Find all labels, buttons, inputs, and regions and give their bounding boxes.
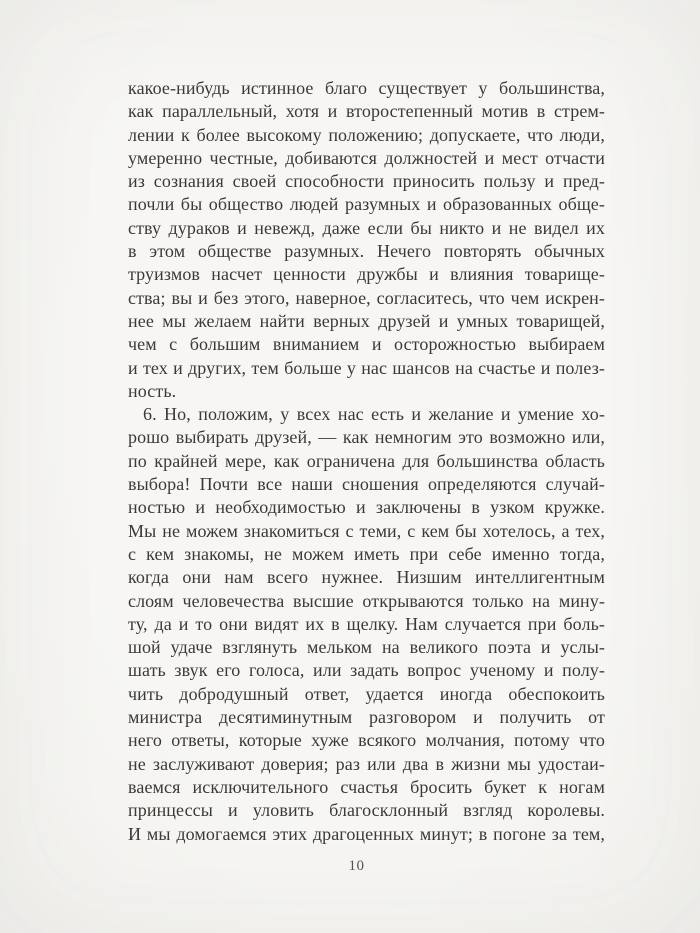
paragraph [128, 77, 605, 403]
text-line: Мы не можем знакомиться с теми, с кем бы хотелось, а тех, [128, 520, 605, 541]
text-line: ность. [128, 380, 177, 401]
text-line: в этом обществе разумных. Нечего повторять обычных [128, 241, 605, 262]
text-line: по крайней мере, как ограничена для большинства область [128, 450, 605, 471]
text-line: слоям человечества высшие открываются только на мину- [128, 590, 605, 611]
paragraph [128, 403, 605, 846]
text-line: ству дураков и невежд, даже если бы никто и не видел их [128, 217, 605, 238]
text-line: лении к более высокому положению; допускаете, что люди, [128, 124, 605, 145]
text-line: него ответы, которые хуже всякого молчания, потому что [128, 730, 605, 751]
text-line: принцессы и уловить благосклонный взгляд королевы. [128, 800, 605, 821]
text-line: нее мы желаем найти верных друзей и умных товарищей, [128, 310, 605, 331]
text-line: И мы домогаемся этих драгоценных минут; в погоне за тем, [128, 823, 605, 844]
text-line: когда они нам всего нужнее. Низшим интеллигентным [128, 567, 605, 588]
text-line: ства; вы и без этого, наверное, согласитесь, что чем искрен- [128, 287, 605, 308]
text-line: ваемся исключительного счастья бросить букет к ногам [128, 776, 605, 797]
text-line: 6. Но, положим, у всех нас есть и желание и умение хо- [143, 404, 605, 425]
text-line: какое-нибудь истинное благо существует у большинства, [128, 78, 605, 98]
text-line: почли бы общество людей разумных и образованных обще- [128, 194, 605, 215]
text-line: ностью и необходимостью и заключены в узком кружке. [128, 497, 605, 518]
page-number: 10 [348, 858, 365, 874]
text-line: и тех и других, тем больше у нас шансов на счастье и полез- [128, 357, 605, 378]
text-line: шать звук его голоса, или задать вопрос ученому и полу- [128, 660, 605, 681]
page-text [128, 77, 605, 846]
text-line: чем с большим вниманием и осторожностью выбираем [128, 334, 605, 355]
text-line: из сознания своей способности приносить пользу и пред- [128, 171, 605, 192]
text-line: не заслуживают доверия; раз или два в жизни мы удостаи- [128, 753, 605, 774]
text-line: труизмов насчет ценности дружбы и влияния товарище- [128, 264, 605, 285]
text-line: рошо выбирать друзей, — как немногим это возможно или, [128, 427, 605, 448]
text-line: ту, да и то они видят их в щелку. Нам случается при боль- [128, 613, 605, 634]
text-line: чить добродушный ответ, удается иногда обеспокоить [128, 683, 605, 704]
text-line: как параллельный, хотя и второстепенный мотив в стрем- [128, 101, 605, 122]
text-line: выбора! Почти все наши сношения определяются случай- [128, 474, 605, 495]
text-line: министра десятиминутным разговором и получить от [128, 707, 605, 728]
text-line: шой удаче взглянуть мельком на великого поэта и услы- [128, 637, 605, 658]
text-line: умеренно честные, добиваются должностей и мест отчасти [128, 147, 605, 168]
text-line: с кем знакомы, не можем иметь при себе именно тогда, [128, 543, 605, 564]
